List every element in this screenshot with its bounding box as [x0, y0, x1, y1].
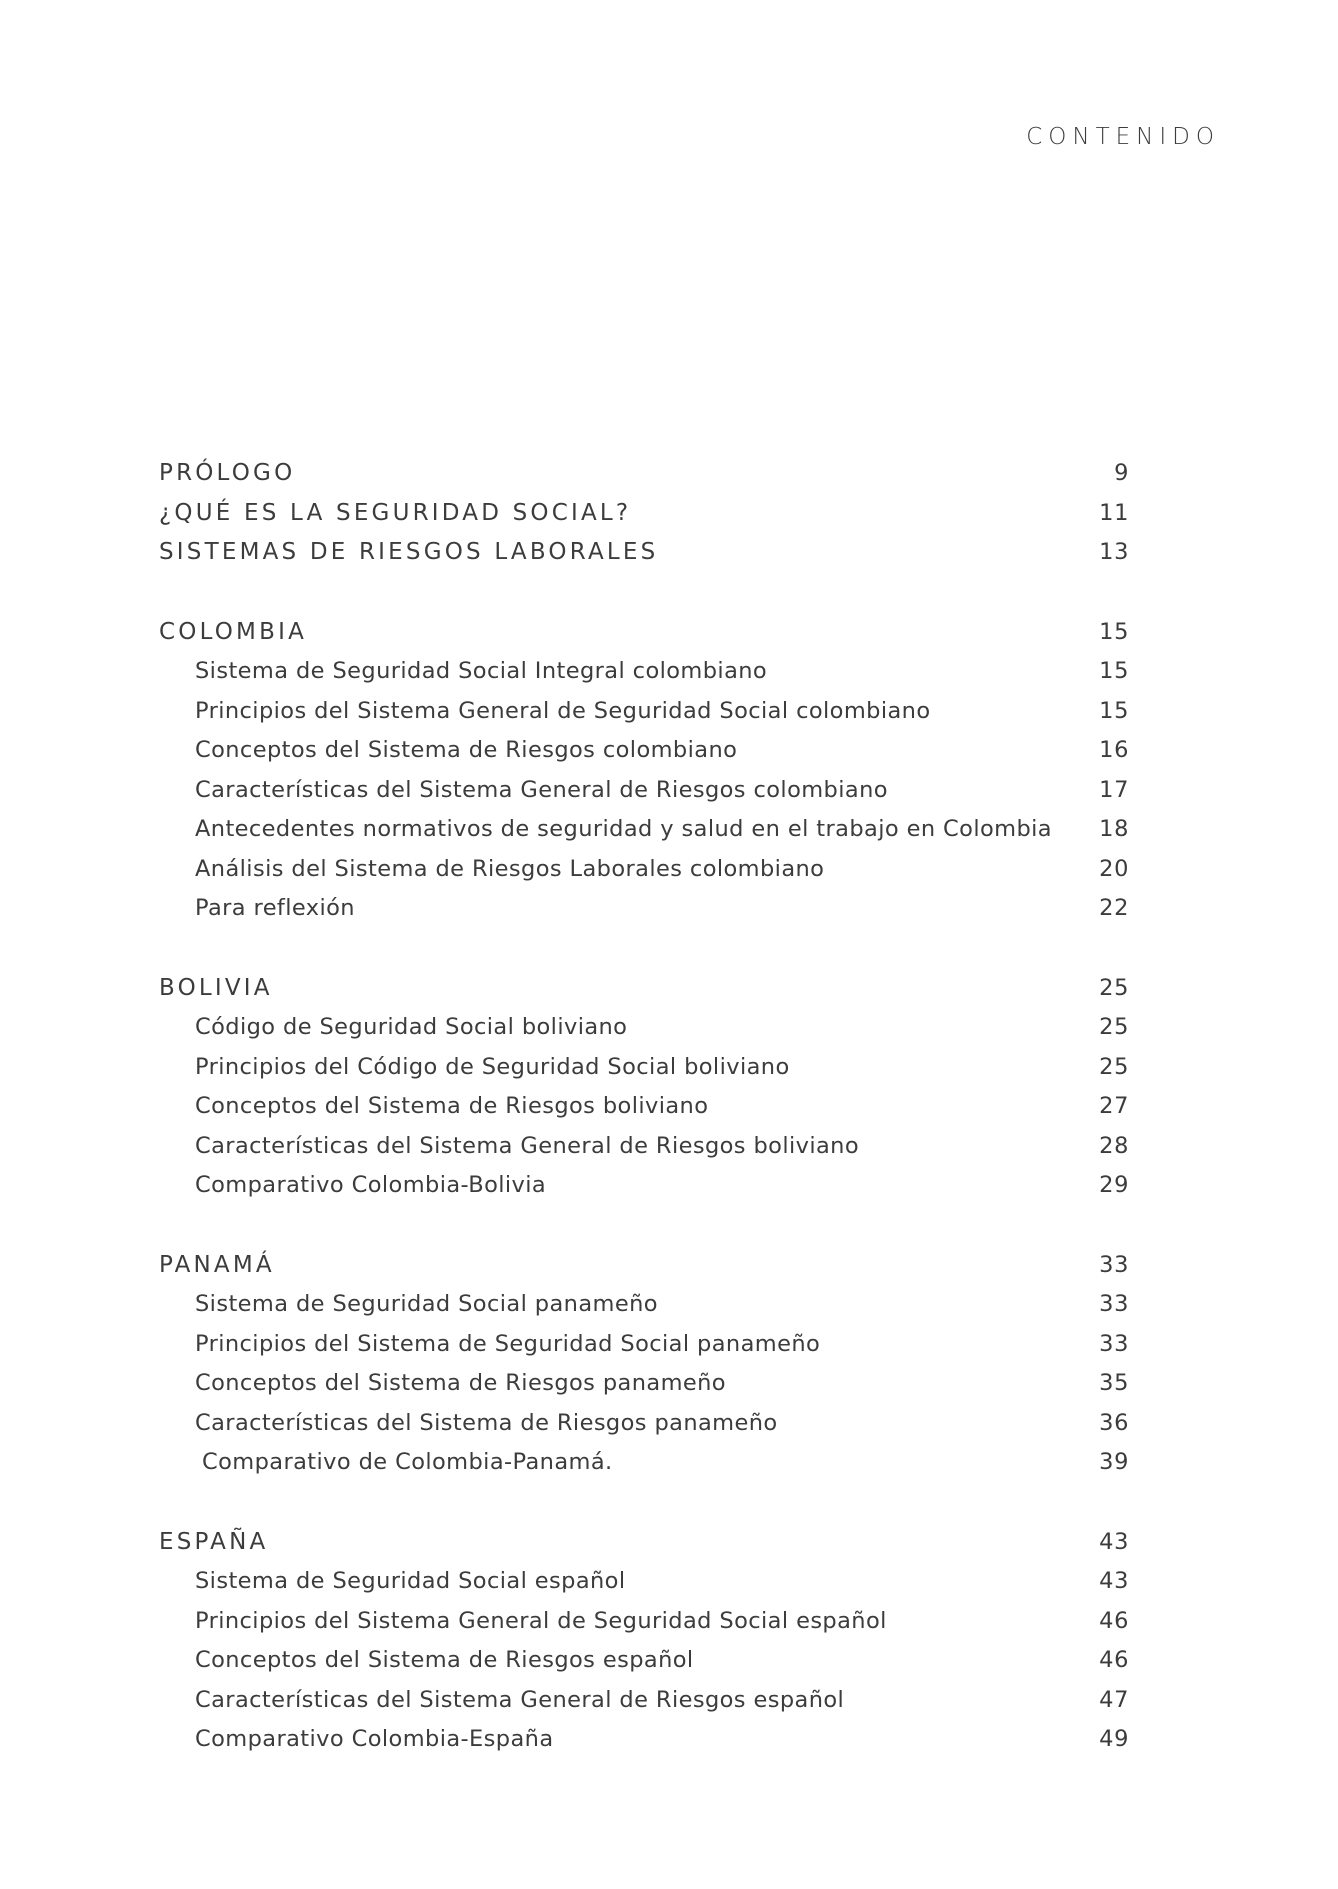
toc-subentry-page: 17 — [1099, 776, 1129, 803]
toc-group-colombia — [159, 613, 1129, 929]
toc-subentry[interactable] — [159, 1087, 1129, 1127]
toc-section-label: BOLIVIA — [159, 974, 273, 1001]
toc-subentry-page: 35 — [1099, 1370, 1129, 1396]
toc-subentry-page: 27 — [1099, 1093, 1129, 1119]
toc-subentry-page: 43 — [1099, 1568, 1129, 1594]
toc-subentry-page: 33 — [1099, 1330, 1129, 1357]
toc-subentry[interactable] — [159, 1127, 1129, 1167]
toc-group-espana — [159, 1523, 1129, 1760]
toc-entry-prologo[interactable] — [159, 454, 1129, 494]
page-title: CONTENIDO — [1026, 124, 1220, 150]
toc-subentry-page: 25 — [1099, 1053, 1129, 1080]
toc-subentry-page: 49 — [1099, 1726, 1129, 1752]
toc-section-panama[interactable] — [159, 1246, 1129, 1286]
toc-subentry-label: Características del Sistema General de Riesgos boliviano — [195, 1132, 860, 1159]
toc-section-bolivia[interactable] — [159, 969, 1129, 1009]
toc-subentry-label: Código de Seguridad Social boliviano — [195, 1014, 628, 1040]
toc-subentry-label: Principios del Sistema de Seguridad Social panameño — [195, 1330, 821, 1357]
toc-subentry-page: 33 — [1099, 1291, 1129, 1317]
toc-section-label: COLOMBIA — [159, 618, 308, 645]
toc-subentry-label: Conceptos del Sistema de Riesgos colombiano — [195, 737, 738, 763]
toc-subentry-page: 16 — [1099, 737, 1129, 763]
toc-section-page: 43 — [1099, 1528, 1129, 1555]
toc-subentry[interactable] — [159, 1602, 1129, 1642]
toc-subentry-label: Análisis del Sistema de Riesgos Laborales colombiano — [195, 855, 825, 882]
toc-subentry[interactable] — [159, 810, 1129, 850]
toc-subentry-label: Antecedentes normativos de seguridad y salud en el trabajo en Colombia — [195, 816, 1052, 842]
toc-entry-page: 9 — [1114, 460, 1129, 486]
toc-subentry[interactable] — [159, 1325, 1129, 1365]
toc-subentry[interactable] — [159, 1443, 1129, 1483]
toc-subentry-label: Sistema de Seguridad Social panameño — [195, 1291, 658, 1317]
toc-subentry-page: 36 — [1099, 1409, 1129, 1436]
toc-subentry-label: Principios del Sistema General de Seguridad Social colombiano — [195, 697, 931, 724]
toc-subentry-label: Sistema de Seguridad Social Integral colombiano — [195, 658, 768, 684]
toc-subentry-label: Conceptos del Sistema de Riesgos panameño — [195, 1370, 726, 1396]
toc-entry-page: 13 — [1099, 539, 1129, 565]
toc-subentry-page: 25 — [1099, 1014, 1129, 1040]
toc-subentry[interactable] — [159, 1562, 1129, 1602]
toc-subentry[interactable] — [159, 692, 1129, 732]
toc-section-page: 25 — [1099, 974, 1129, 1001]
toc-subentry[interactable] — [159, 1008, 1129, 1048]
toc-group-front — [159, 454, 1129, 573]
toc-subentry-page: 22 — [1099, 895, 1129, 921]
toc-group-panama — [159, 1246, 1129, 1483]
toc-section-label: PANAMÁ — [159, 1251, 275, 1278]
toc-subentry-page: 15 — [1099, 658, 1129, 684]
toc-subentry-label: Principios del Sistema General de Seguridad Social español — [195, 1607, 887, 1634]
toc-section-page: 15 — [1099, 618, 1129, 645]
toc-subentry-label: Características del Sistema General de Riesgos español — [195, 1686, 845, 1713]
toc-subentry-page: 29 — [1099, 1172, 1129, 1198]
table-of-contents — [159, 454, 1129, 1800]
toc-subentry[interactable] — [159, 1720, 1129, 1760]
toc-subentry[interactable] — [159, 771, 1129, 811]
toc-subentry-label: Características del Sistema de Riesgos panameño — [195, 1409, 778, 1436]
toc-subentry-label: Conceptos del Sistema de Riesgos boliviano — [195, 1093, 709, 1119]
toc-subentry[interactable] — [159, 652, 1129, 692]
toc-subentry-label: Conceptos del Sistema de Riesgos español — [195, 1647, 694, 1673]
toc-subentry-page: 20 — [1099, 855, 1129, 882]
toc-entry-label: SISTEMAS DE RIESGOS LABORALES — [159, 539, 659, 565]
toc-subentry[interactable] — [159, 1048, 1129, 1088]
toc-entry-que-es-seguridad-social[interactable] — [159, 494, 1129, 534]
toc-subentry[interactable] — [159, 850, 1129, 890]
toc-entry-label: PRÓLOGO — [159, 460, 296, 486]
toc-subentry[interactable] — [159, 889, 1129, 929]
toc-subentry-page: 28 — [1099, 1132, 1129, 1159]
toc-subentry-page: 15 — [1099, 697, 1129, 724]
toc-subentry-label: Comparativo de Colombia-Panamá. — [202, 1449, 613, 1475]
toc-subentry[interactable] — [159, 1166, 1129, 1206]
toc-subentry-label: Comparativo Colombia-España — [195, 1726, 554, 1752]
toc-section-colombia[interactable] — [159, 613, 1129, 653]
toc-subentry-label: Características del Sistema General de Riesgos colombiano — [195, 776, 888, 803]
toc-subentry[interactable] — [159, 1285, 1129, 1325]
toc-subentry-label: Para reflexión — [195, 895, 355, 921]
toc-group-bolivia — [159, 969, 1129, 1206]
toc-subentry[interactable] — [159, 1641, 1129, 1681]
toc-section-page: 33 — [1099, 1251, 1129, 1278]
toc-subentry[interactable] — [159, 1681, 1129, 1721]
toc-entry-label: ¿QUÉ ES LA SEGURIDAD SOCIAL? — [159, 499, 632, 526]
toc-subentry-label: Sistema de Seguridad Social español — [195, 1568, 626, 1594]
toc-subentry[interactable] — [159, 1364, 1129, 1404]
toc-section-espana[interactable] — [159, 1523, 1129, 1563]
toc-subentry[interactable] — [159, 1404, 1129, 1444]
toc-section-label: ESPAÑA — [159, 1528, 269, 1555]
toc-subentry-page: 47 — [1099, 1686, 1129, 1713]
toc-entry-page: 11 — [1099, 499, 1129, 526]
toc-subentry-page: 39 — [1099, 1449, 1129, 1475]
toc-subentry-page: 46 — [1099, 1607, 1129, 1634]
toc-entry-sistemas-riesgos[interactable] — [159, 533, 1129, 573]
toc-subentry[interactable] — [159, 731, 1129, 771]
toc-subentry-page: 18 — [1099, 816, 1129, 842]
toc-subentry-label: Comparativo Colombia-Bolivia — [195, 1172, 547, 1198]
toc-subentry-label: Principios del Código de Seguridad Social boliviano — [195, 1053, 790, 1080]
toc-subentry-page: 46 — [1099, 1647, 1129, 1673]
